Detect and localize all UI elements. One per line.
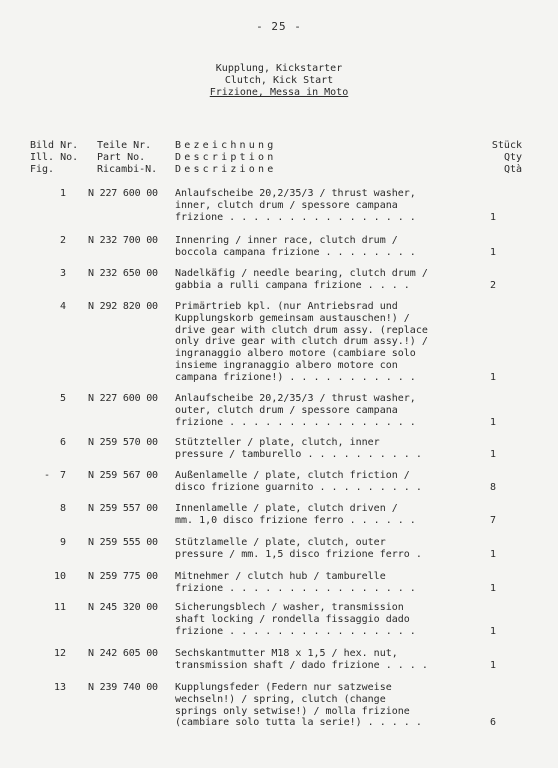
item-description: Stützlamelle / plate, clutch, outer pressure / mm. 1,5 disco frizione ferro . [175, 537, 422, 560]
item-description: Kupplungsfeder (Federn nur satzweise wechseln!) / spring, clutch (change springs only setwise!) / molla frizione (cambiare solo tutta la serie!) . . . . . [175, 682, 422, 729]
item-description: Stützteller / plate, clutch, inner pressure / tamburello . . . . . . . . . . [175, 437, 422, 460]
header-stueck: Stück Qty Qtà [491, 140, 522, 175]
header-bild-nr: Bild Nr. Ill. No. Fig. [30, 140, 79, 175]
item-quantity: 6 [489, 717, 497, 729]
part-number: N 245 320 00 [88, 602, 158, 613]
header-teile-nr: Teile Nr. Part No. Ricambi-N. [97, 140, 158, 175]
item-quantity: 1 [489, 246, 497, 258]
item-quantity: 1 [489, 659, 497, 671]
item-description: Primärtrieb kpl. (nur Antriebsrad und Kupplungskorb gemeinsam austauschen!) / drive gear with clutch drum assy. (replace only drive gear with clutch drum assy.!) / ingranaggio albero motore (cambiare solo insieme ingranaggio albero motore con campana frizione!) . . . . . . . . . . . [175, 301, 428, 383]
item-description: Mitnehmer / clutch hub / tamburelle frizione . . . . . . . . . . . . . . . . [175, 571, 416, 594]
part-number: N 259 570 00 [88, 437, 158, 448]
item-quantity: 8 [489, 481, 497, 493]
item-quantity: 1 [489, 371, 497, 383]
item-description: Anlaufscheibe 20,2/35/3 / thrust washer, outer, clutch drum / spessore campana frizione . . . . . . . . . . . . . . . . [175, 393, 416, 428]
item-quantity: 7 [489, 514, 497, 526]
page-number: - 25 - [256, 20, 302, 33]
item-description: Außenlamelle / plate, clutch friction / disco frizione guarnito . . . . . . . . . [175, 470, 422, 493]
item-number: 12 [53, 648, 66, 659]
part-number: N 259 775 00 [88, 571, 158, 582]
part-number: N 232 700 00 [88, 235, 158, 246]
item-number: 2 [59, 235, 66, 246]
part-number: N 239 740 00 [88, 682, 158, 693]
item-number: 11 [53, 602, 66, 613]
item-quantity: 1 [489, 625, 497, 637]
item-description: Sechskantmutter M18 x 1,5 / hex. nut, transmission shaft / dado frizione . . . . [175, 648, 428, 671]
item-quantity: 1 [489, 548, 497, 560]
item-description: Innenring / inner race, clutch drum / boccola campana frizione . . . . . . . . [175, 235, 416, 258]
part-number: N 242 605 00 [88, 648, 158, 659]
item-number: 8 [59, 503, 66, 514]
item-number: 3 [59, 268, 66, 279]
item-number: 5 [59, 393, 66, 404]
item-number: 13 [53, 682, 66, 693]
item-description: Nadelkäfig / needle bearing, clutch drum / gabbia a rulli campana frizione . . . . [175, 268, 428, 291]
item-description: Innenlamelle / plate, clutch driven / mm. 1,0 disco frizione ferro . . . . . . [175, 503, 416, 526]
part-number: N 259 555 00 [88, 537, 158, 548]
header-bezeichnung: Bezeichnung Description Descrizione [175, 140, 277, 175]
part-number: N 292 820 00 [88, 301, 158, 312]
item-number: 9 [59, 537, 66, 548]
part-number: N 232 650 00 [88, 268, 158, 279]
item-number: 1 [59, 188, 66, 199]
item-quantity: 2 [489, 279, 497, 291]
item-number: 7 [59, 470, 66, 481]
item-number: 6 [59, 437, 66, 448]
item-quantity: 1 [489, 211, 497, 223]
item-description: Anlaufscheibe 20,2/35/3 / thrust washer, inner, clutch drum / spessore campana frizione . . . . . . . . . . . . . . . . [175, 188, 416, 223]
part-number: N 259 567 00 [88, 470, 158, 481]
item-quantity: 1 [489, 582, 497, 594]
margin-dash: - [44, 470, 51, 481]
item-quantity: 1 [489, 448, 497, 460]
part-number: N 259 557 00 [88, 503, 158, 514]
item-number: 10 [53, 571, 66, 582]
title-english: Clutch, Kick Start [224, 75, 334, 86]
part-number: N 227 600 00 [88, 188, 158, 199]
item-number: 4 [59, 301, 66, 312]
part-number: N 227 600 00 [88, 393, 158, 404]
item-description: Sicherungsblech / washer, transmission shaft locking / rondella fissaggio dado frizione . . . . . . . . . . . . . . . . [175, 602, 416, 637]
title-italian: Frizione, Messa in Moto [209, 87, 349, 98]
title-german: Kupplung, Kickstarter [215, 63, 343, 74]
item-quantity: 1 [489, 416, 497, 428]
